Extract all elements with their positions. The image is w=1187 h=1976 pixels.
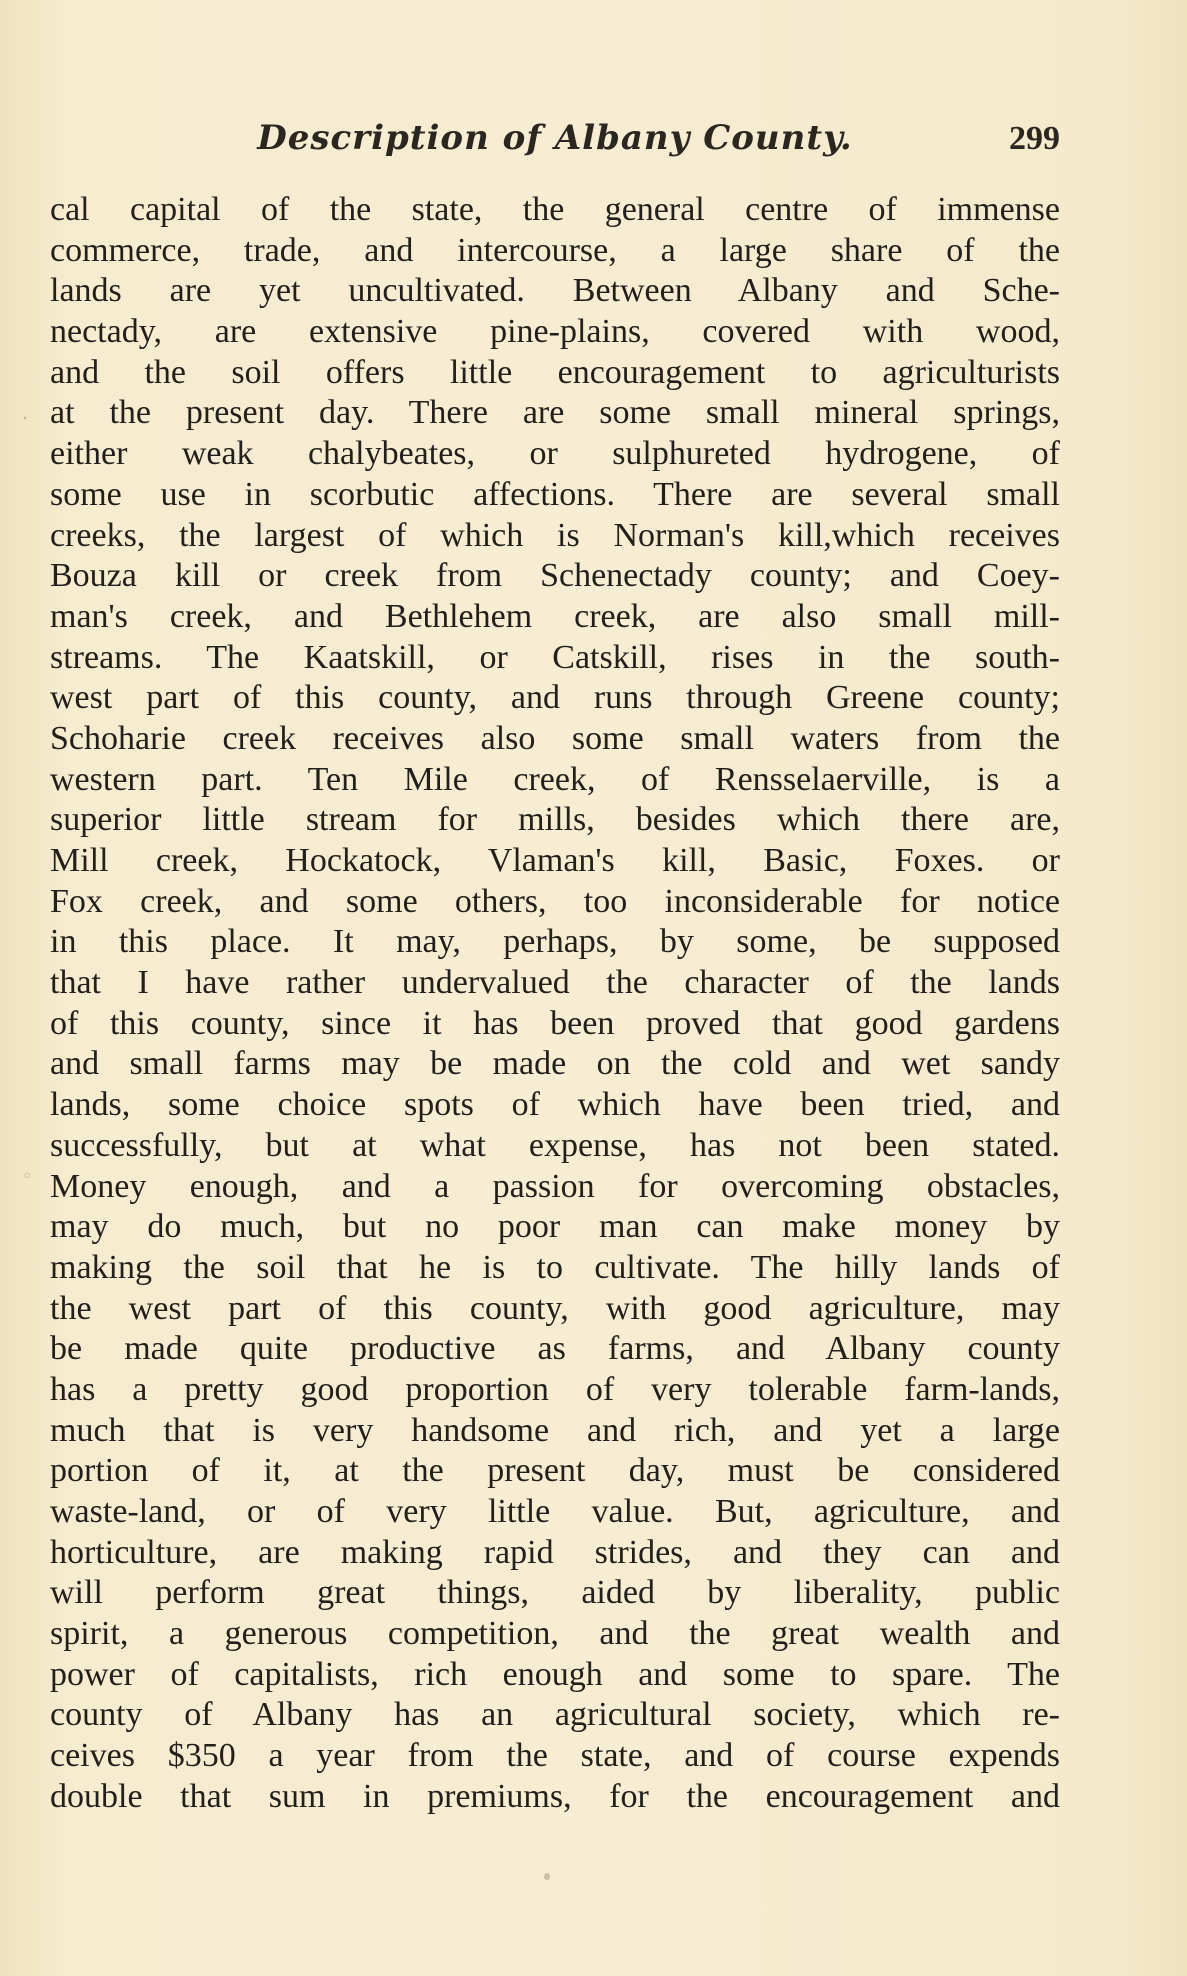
text-line: commerce, trade, and intercourse, a large share of the: [50, 231, 1060, 269]
text-line: at the present day. There are some small mineral springs,: [50, 394, 1060, 432]
paper-speck: [544, 1873, 550, 1880]
body-text: [50, 190, 1060, 1818]
text-line: has a pretty good proportion of very tolerable farm-lands,: [50, 1370, 1060, 1408]
running-title: Description of Albany County.: [257, 118, 853, 158]
text-line: streams. The Kaatskill, or Catskill, rises in the south-: [50, 638, 1060, 676]
text-line: Bouza kill or creek from Schenectady county; and Coey-: [50, 557, 1060, 595]
text-line: making the soil that he is to cultivate. The hilly lands of: [50, 1248, 1060, 1286]
text-line: Fox creek, and some others, too inconsiderable for notice: [50, 882, 1060, 920]
text-line: that I have rather undervalued the character of the lands: [50, 964, 1060, 1002]
text-line: may do much, but no poor man can make money by: [50, 1208, 1060, 1246]
text-line: man's creek, and Bethlehem creek, are also small mill-: [50, 597, 1060, 635]
margin-mark: ◦: [22, 1166, 33, 1187]
text-line: spirit, a generous competition, and the great wealth and: [50, 1615, 1060, 1653]
text-line: ceives $350 a year from the state, and of course expends: [50, 1737, 1060, 1775]
text-line: west part of this county, and runs through Greene county;: [50, 679, 1060, 717]
text-line: of this county, since it has been proved that good gardens: [50, 1004, 1060, 1042]
text-line: Money enough, and a passion for overcoming obstacles,: [50, 1167, 1060, 1205]
text-line: and the soil offers little encouragement to agriculturists: [50, 353, 1060, 391]
text-line: Schoharie creek receives also some small waters from the: [50, 719, 1060, 757]
text-line: double that sum in premiums, for the encouragement and: [50, 1777, 1060, 1815]
text-line: waste-land, or of very little value. But, agriculture, and: [50, 1493, 1060, 1530]
text-line: county of Albany has an agricultural society, which re-: [50, 1696, 1060, 1734]
text-line: nectady, are extensive pine-plains, covered with wood,: [50, 313, 1060, 351]
text-line: lands are yet uncultivated. Between Albany and Sche-: [50, 272, 1060, 310]
page-number: 299: [1009, 120, 1060, 157]
text-line: superior little stream for mills, besides which there are,: [50, 801, 1060, 839]
page-header: [50, 118, 1060, 168]
text-line: portion of it, at the present day, must be considered: [50, 1452, 1060, 1490]
text-line: Mill creek, Hockatock, Vlaman's kill, Basic, Foxes. or: [50, 842, 1060, 879]
text-line: be made quite productive as farms, and Albany county: [50, 1330, 1060, 1368]
text-line: horticulture, are making rapid strides, and they can and: [50, 1533, 1060, 1571]
text-line: creeks, the largest of which is Norman's kill,which receives: [50, 516, 1060, 554]
text-line: successfully, but at what expense, has not been stated.: [50, 1126, 1060, 1164]
text-line: and small farms may be made on the cold and wet sandy: [50, 1045, 1060, 1083]
text-line: western part. Ten Mile creek, of Rensselaerville, is a: [50, 760, 1060, 798]
text-line: either weak chalybeates, or sulphureted hydrogene, of: [50, 435, 1060, 473]
text-line: cal capital of the state, the general centre of immense: [50, 191, 1060, 228]
text-line: lands, some choice spots of which have been tried, and: [50, 1086, 1060, 1124]
text-line: will perform great things, aided by liberality, public: [50, 1574, 1060, 1612]
margin-mark: ·: [22, 408, 28, 429]
text-line: in this place. It may, perhaps, by some, be supposed: [50, 923, 1060, 961]
text-line: much that is very handsome and rich, and yet a large: [50, 1411, 1060, 1449]
text-line: the west part of this county, with good agriculture, may: [50, 1289, 1060, 1327]
text-line: some use in scorbutic affections. There are several small: [50, 475, 1060, 513]
text-line: power of capitalists, rich enough and some to spare. The: [50, 1655, 1060, 1693]
